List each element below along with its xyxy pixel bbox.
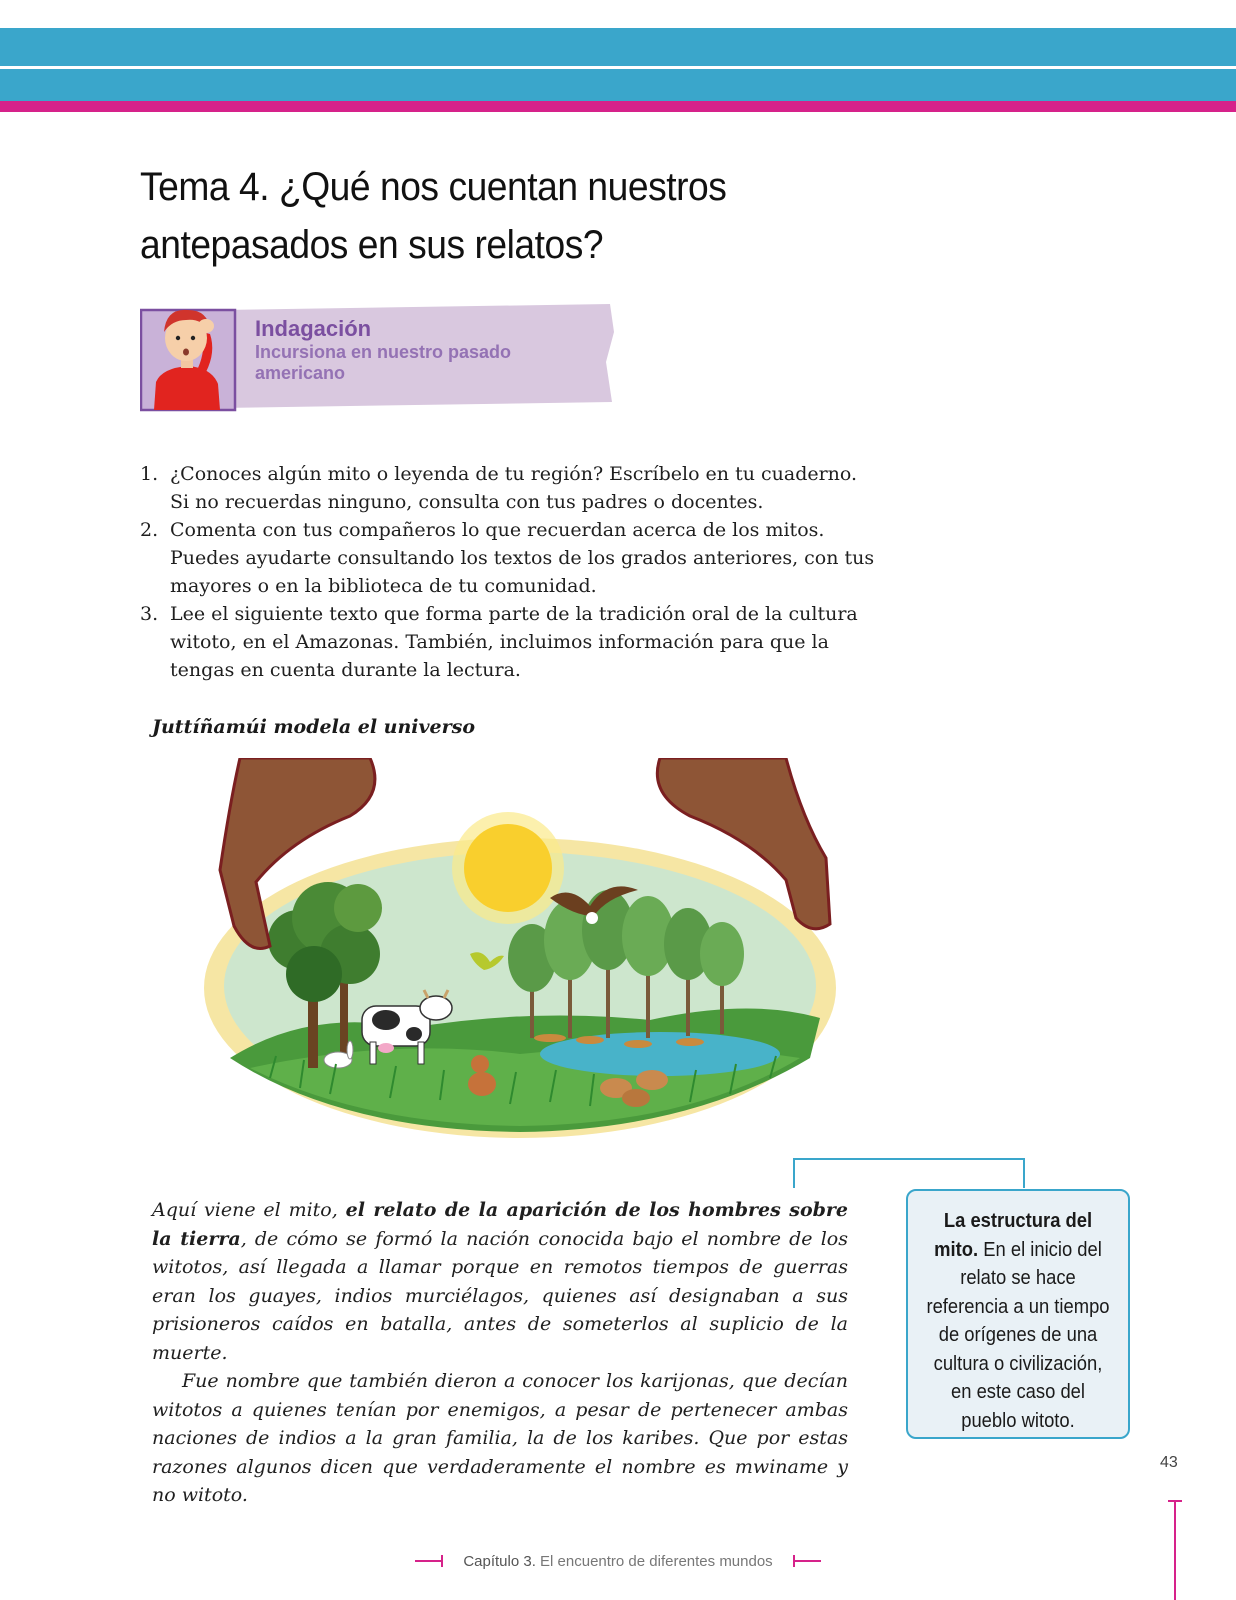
question-item — [140, 600, 880, 684]
sidebox-connector — [793, 1158, 1027, 1190]
indagacion-title: Indagación — [255, 316, 372, 341]
sun-icon — [452, 812, 564, 924]
question-number: 1. — [140, 463, 159, 485]
header-band-top — [0, 28, 1236, 66]
page-title-line-1: Tema 4. ¿Qué nos cuentan nuestros — [140, 165, 727, 209]
footer-text — [463, 1553, 772, 1570]
story-paragraph-2: Fue nombre que también dieron a conocer los karijonas, que decían witotos a quienes tenían por enemigos, a pesar de pertenecer ambas naciones de indios a la gran familia, la de los karibes. Que por estas razones algunos dicen que verdaderamente el nombre es mwiname y no witoto. — [152, 1370, 848, 1506]
footer-left-rule — [415, 1560, 443, 1562]
myth-structure-note-text: En el inicio del relato se hace referencia a un tiempo de orígenes de una cultura o civilización, en este caso del pueblo witoto. — [926, 1238, 1110, 1432]
story-title: Juttíñamúi modela el universo — [152, 716, 476, 738]
question-number: 3. — [140, 603, 159, 625]
myth-structure-note-title: La estructura del mito. — [934, 1210, 1093, 1261]
story-body — [152, 1196, 848, 1510]
header-band-middle — [0, 69, 1236, 101]
page-marker-line — [1174, 1500, 1176, 1600]
footer — [0, 1552, 1236, 1570]
question-list — [140, 460, 880, 684]
page-title — [140, 158, 791, 274]
story-paragraph-1 — [152, 1196, 848, 1367]
page-title-line-2: antepasados en sus relatos? — [140, 223, 604, 267]
myth-structure-note — [906, 1189, 1130, 1439]
story-p1-start: Aquí viene el mito, — [152, 1199, 346, 1221]
footer-chapter-title: El encuentro de diferentes mundos — [540, 1552, 773, 1570]
footer-right-rule — [793, 1560, 821, 1562]
page-number: 43 — [1160, 1454, 1178, 1471]
footer-chapter: Capítulo 3. — [463, 1552, 536, 1570]
header-band-pink — [0, 101, 1236, 112]
universe-illustration — [190, 758, 850, 1138]
story-p1-end: , de cómo se formó la nación conocida bajo el nombre de los witotos, así llegada a llamar porque en remotos tiempos de guerras eran los guayes, indios murciélagos, quienes así designaban a sus prisioneros caídos en batalla, antes de someterlos al suplicio de la muerte. — [152, 1227, 848, 1364]
question-text: ¿Conoces algún mito o leyenda de tu región? Escríbelo en tu cuaderno. Si no recuerdas ninguno, consulta con tus padres o docentes. — [170, 463, 858, 513]
question-item — [140, 460, 880, 516]
question-text: Lee el siguiente texto que forma parte de la tradición oral de la cultura witoto, en el Amazonas. También, incluimos información para que la tengas en cuenta durante la lectura. — [170, 603, 858, 681]
question-number: 2. — [140, 519, 159, 541]
story-p1-highlight: el relato de la aparición de los hombres sobre la tierra — [152, 1199, 849, 1250]
question-text: Comenta con tus compañeros lo que recuerdan acerca de los mitos. Puedes ayudarte consultando los textos de los grados anteriores, con tus mayores o en la biblioteca de tu comunidad. — [170, 519, 875, 597]
question-item — [140, 516, 880, 600]
indagacion-subtitle: Incursiona en nuestro pasado americano — [255, 342, 512, 383]
indagacion-banner — [140, 302, 620, 414]
